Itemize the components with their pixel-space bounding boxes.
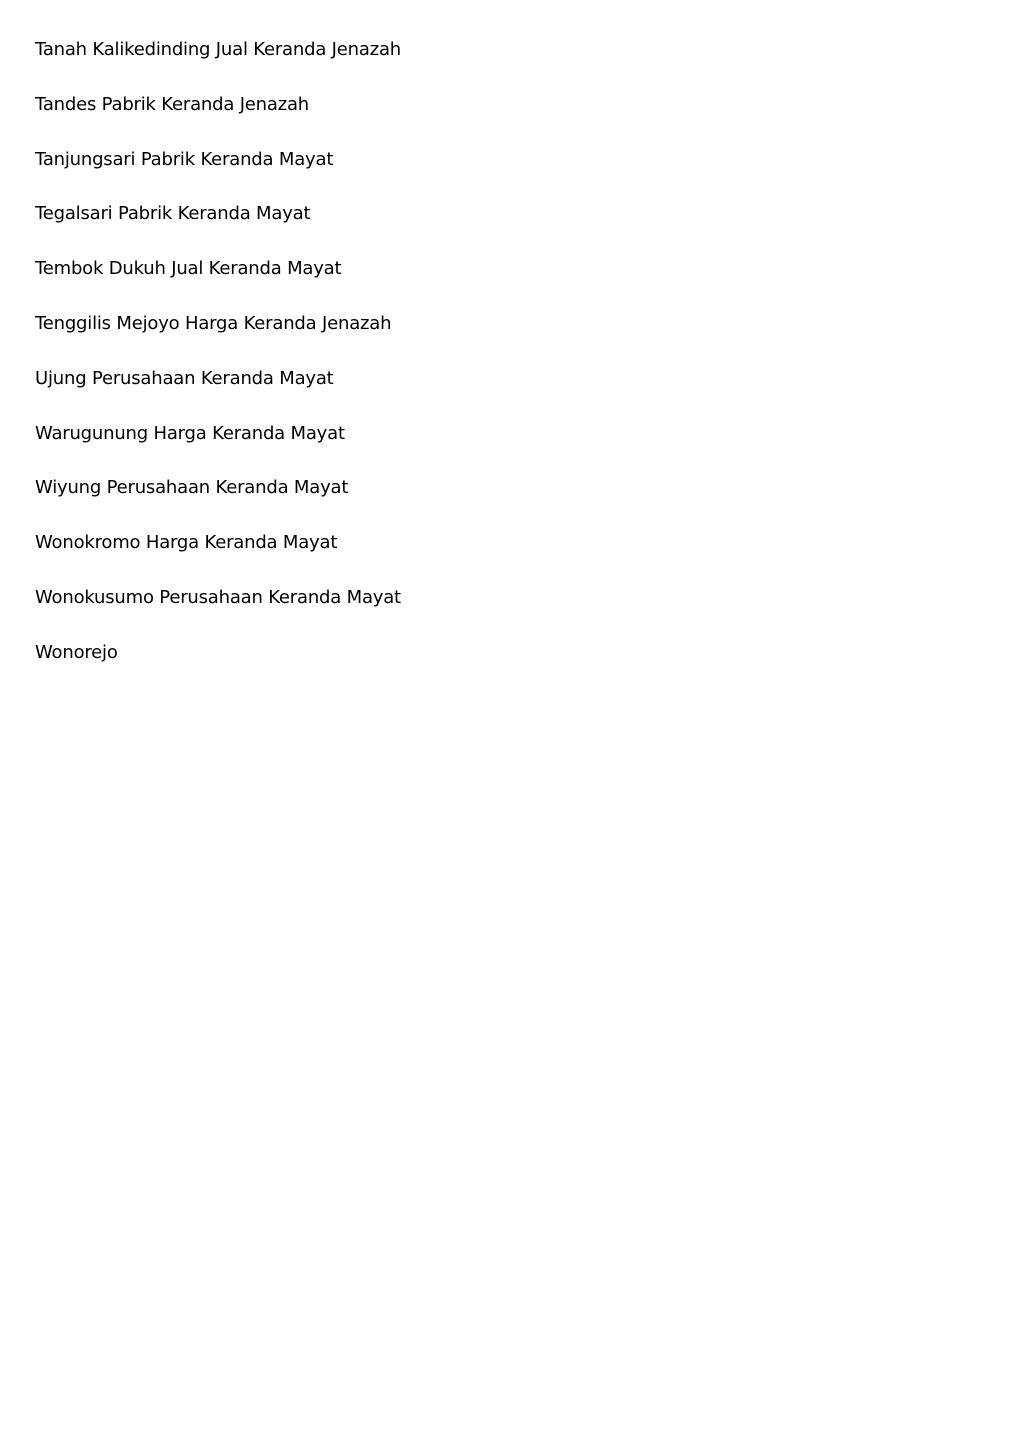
location-link[interactable]: Wonorejo <box>35 641 118 663</box>
location-link[interactable]: Ujung Perusahaan Keranda Mayat <box>35 367 334 389</box>
list-item <box>35 639 401 694</box>
list-item <box>35 146 401 201</box>
list-item <box>35 255 401 310</box>
list-item <box>35 584 401 639</box>
location-link[interactable]: Tandes Pabrik Keranda Jenazah <box>35 93 310 115</box>
location-link[interactable]: Tanah Kalikedinding Jual Keranda Jenazah <box>35 39 401 60</box>
list-item <box>35 91 401 146</box>
location-link[interactable]: Warugunung Harga Keranda Mayat <box>35 422 345 444</box>
list-item <box>35 474 401 529</box>
location-link[interactable]: Tenggilis Mejoyo Harga Keranda Jenazah <box>35 312 392 334</box>
location-link[interactable]: Tanjungsari Pabrik Keranda Mayat <box>35 148 334 170</box>
location-link[interactable]: Wiyung Perusahaan Keranda Mayat <box>35 477 349 499</box>
list-item <box>35 36 401 91</box>
list-item <box>35 365 401 420</box>
location-link[interactable]: Wonokusumo Perusahaan Keranda Mayat <box>35 586 401 608</box>
location-link[interactable]: Wonokromo Harga Keranda Mayat <box>35 532 338 554</box>
list-item <box>35 200 401 255</box>
location-link[interactable]: Tembok Dukuh Jual Keranda Mayat <box>35 258 342 280</box>
list-item <box>35 420 401 475</box>
list-item <box>35 529 401 584</box>
location-link[interactable]: Tegalsari Pabrik Keranda Mayat <box>35 203 311 225</box>
list-item <box>35 310 401 365</box>
location-link-list <box>35 36 401 694</box>
